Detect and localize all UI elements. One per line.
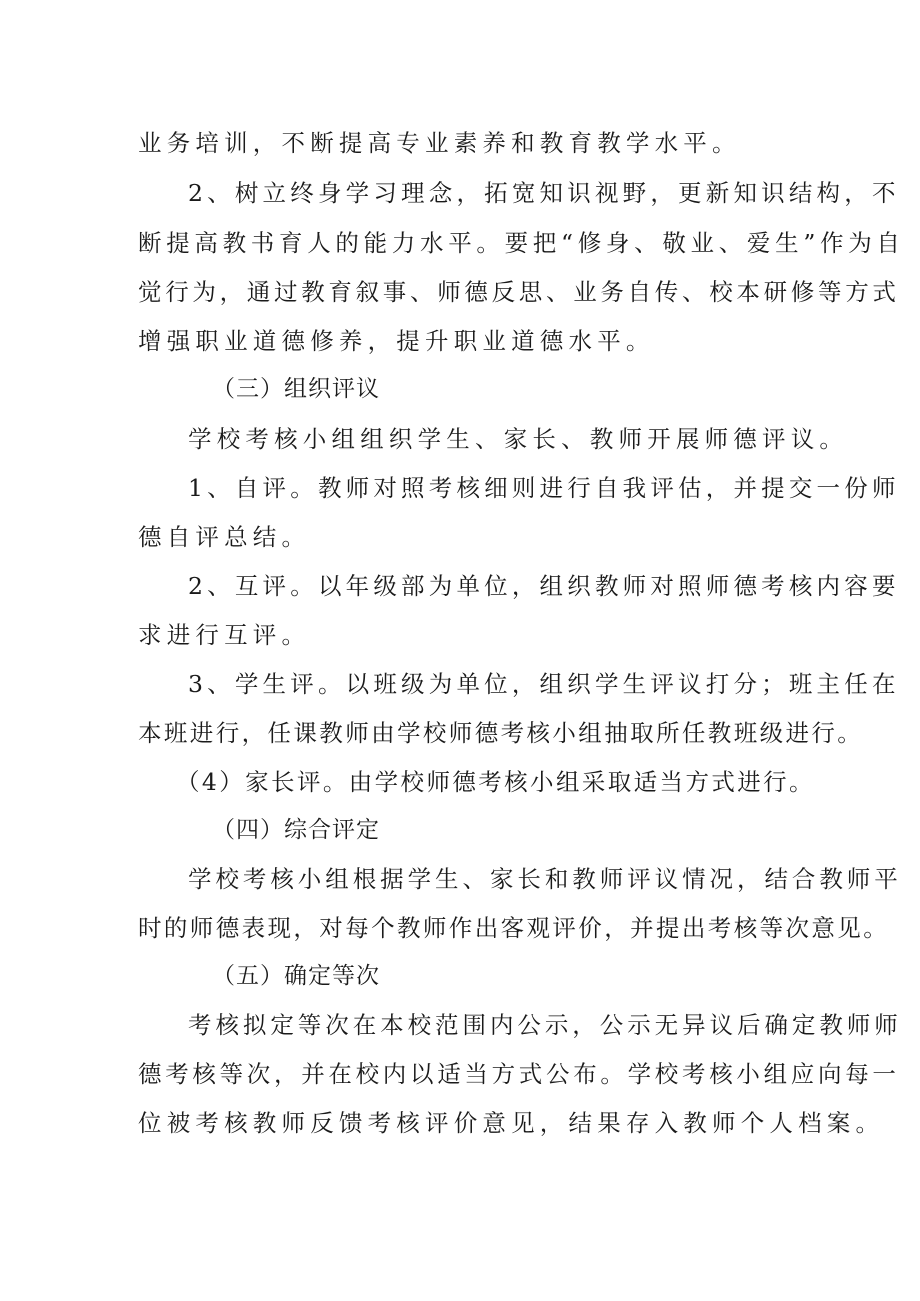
- paragraph-line: 考核拟定等次在本校范围内公示，公示无异议后确定教师师: [188, 1011, 902, 1039]
- paragraph-line: 时的师德表现，对每个教师作出客观评价，并提出考核等次意见。: [138, 914, 890, 942]
- paragraph-line: 2、互评。以年级部为单位，组织教师对照师德考核内容要: [188, 572, 900, 600]
- paragraph-line: 学校考核小组组织学生、家长、教师开展师德评议。: [188, 425, 849, 453]
- section-heading-evaluation: （三）组织评议: [212, 376, 380, 402]
- paragraph-line: 德考核等次，并在校内以适当方式公布。学校考核小组应向每一: [138, 1060, 900, 1088]
- paragraph-line: 位被考核教师反馈考核评价意见，结果存入教师个人档案。: [138, 1109, 885, 1137]
- paragraph-line: （4）家长评。由学校师德考核小组采取适当方式进行。: [176, 768, 815, 796]
- section-heading-grading: （五）确定等次: [212, 963, 380, 989]
- paragraph-line: 本班进行，任课教师由学校师德考核小组抽取所任教班级进行。: [138, 719, 864, 747]
- paragraph-line: 求进行互评。: [138, 621, 311, 649]
- paragraph-line: 3、学生评。以班级为单位，组织学生评议打分；班主任在: [188, 670, 900, 698]
- paragraph-line: 德自评总结。: [138, 523, 311, 551]
- paragraph-line: 增强职业道德修养，提升职业道德水平。: [138, 327, 655, 355]
- paragraph-line: 觉行为，通过教育叙事、师德反思、业务自传、校本研修等方式: [138, 278, 900, 306]
- paragraph-line: 学校考核小组根据学生、家长和教师评议情况，结合教师平: [188, 865, 902, 893]
- paragraph-line: 1、自评。教师对照考核细则进行自我评估，并提交一份师: [188, 474, 900, 502]
- paragraph-line: 断提高教书育人的能力水平。要把“修身、敬业、爱生”作为自: [138, 229, 905, 257]
- section-heading-comprehensive: （四）综合评定: [212, 817, 380, 843]
- paragraph-line: 业务培训，不断提高专业素养和教育教学水平。: [138, 129, 741, 157]
- paragraph-line: 2、树立终身学习理念，拓宽知识视野，更新知识结构，不: [188, 179, 900, 207]
